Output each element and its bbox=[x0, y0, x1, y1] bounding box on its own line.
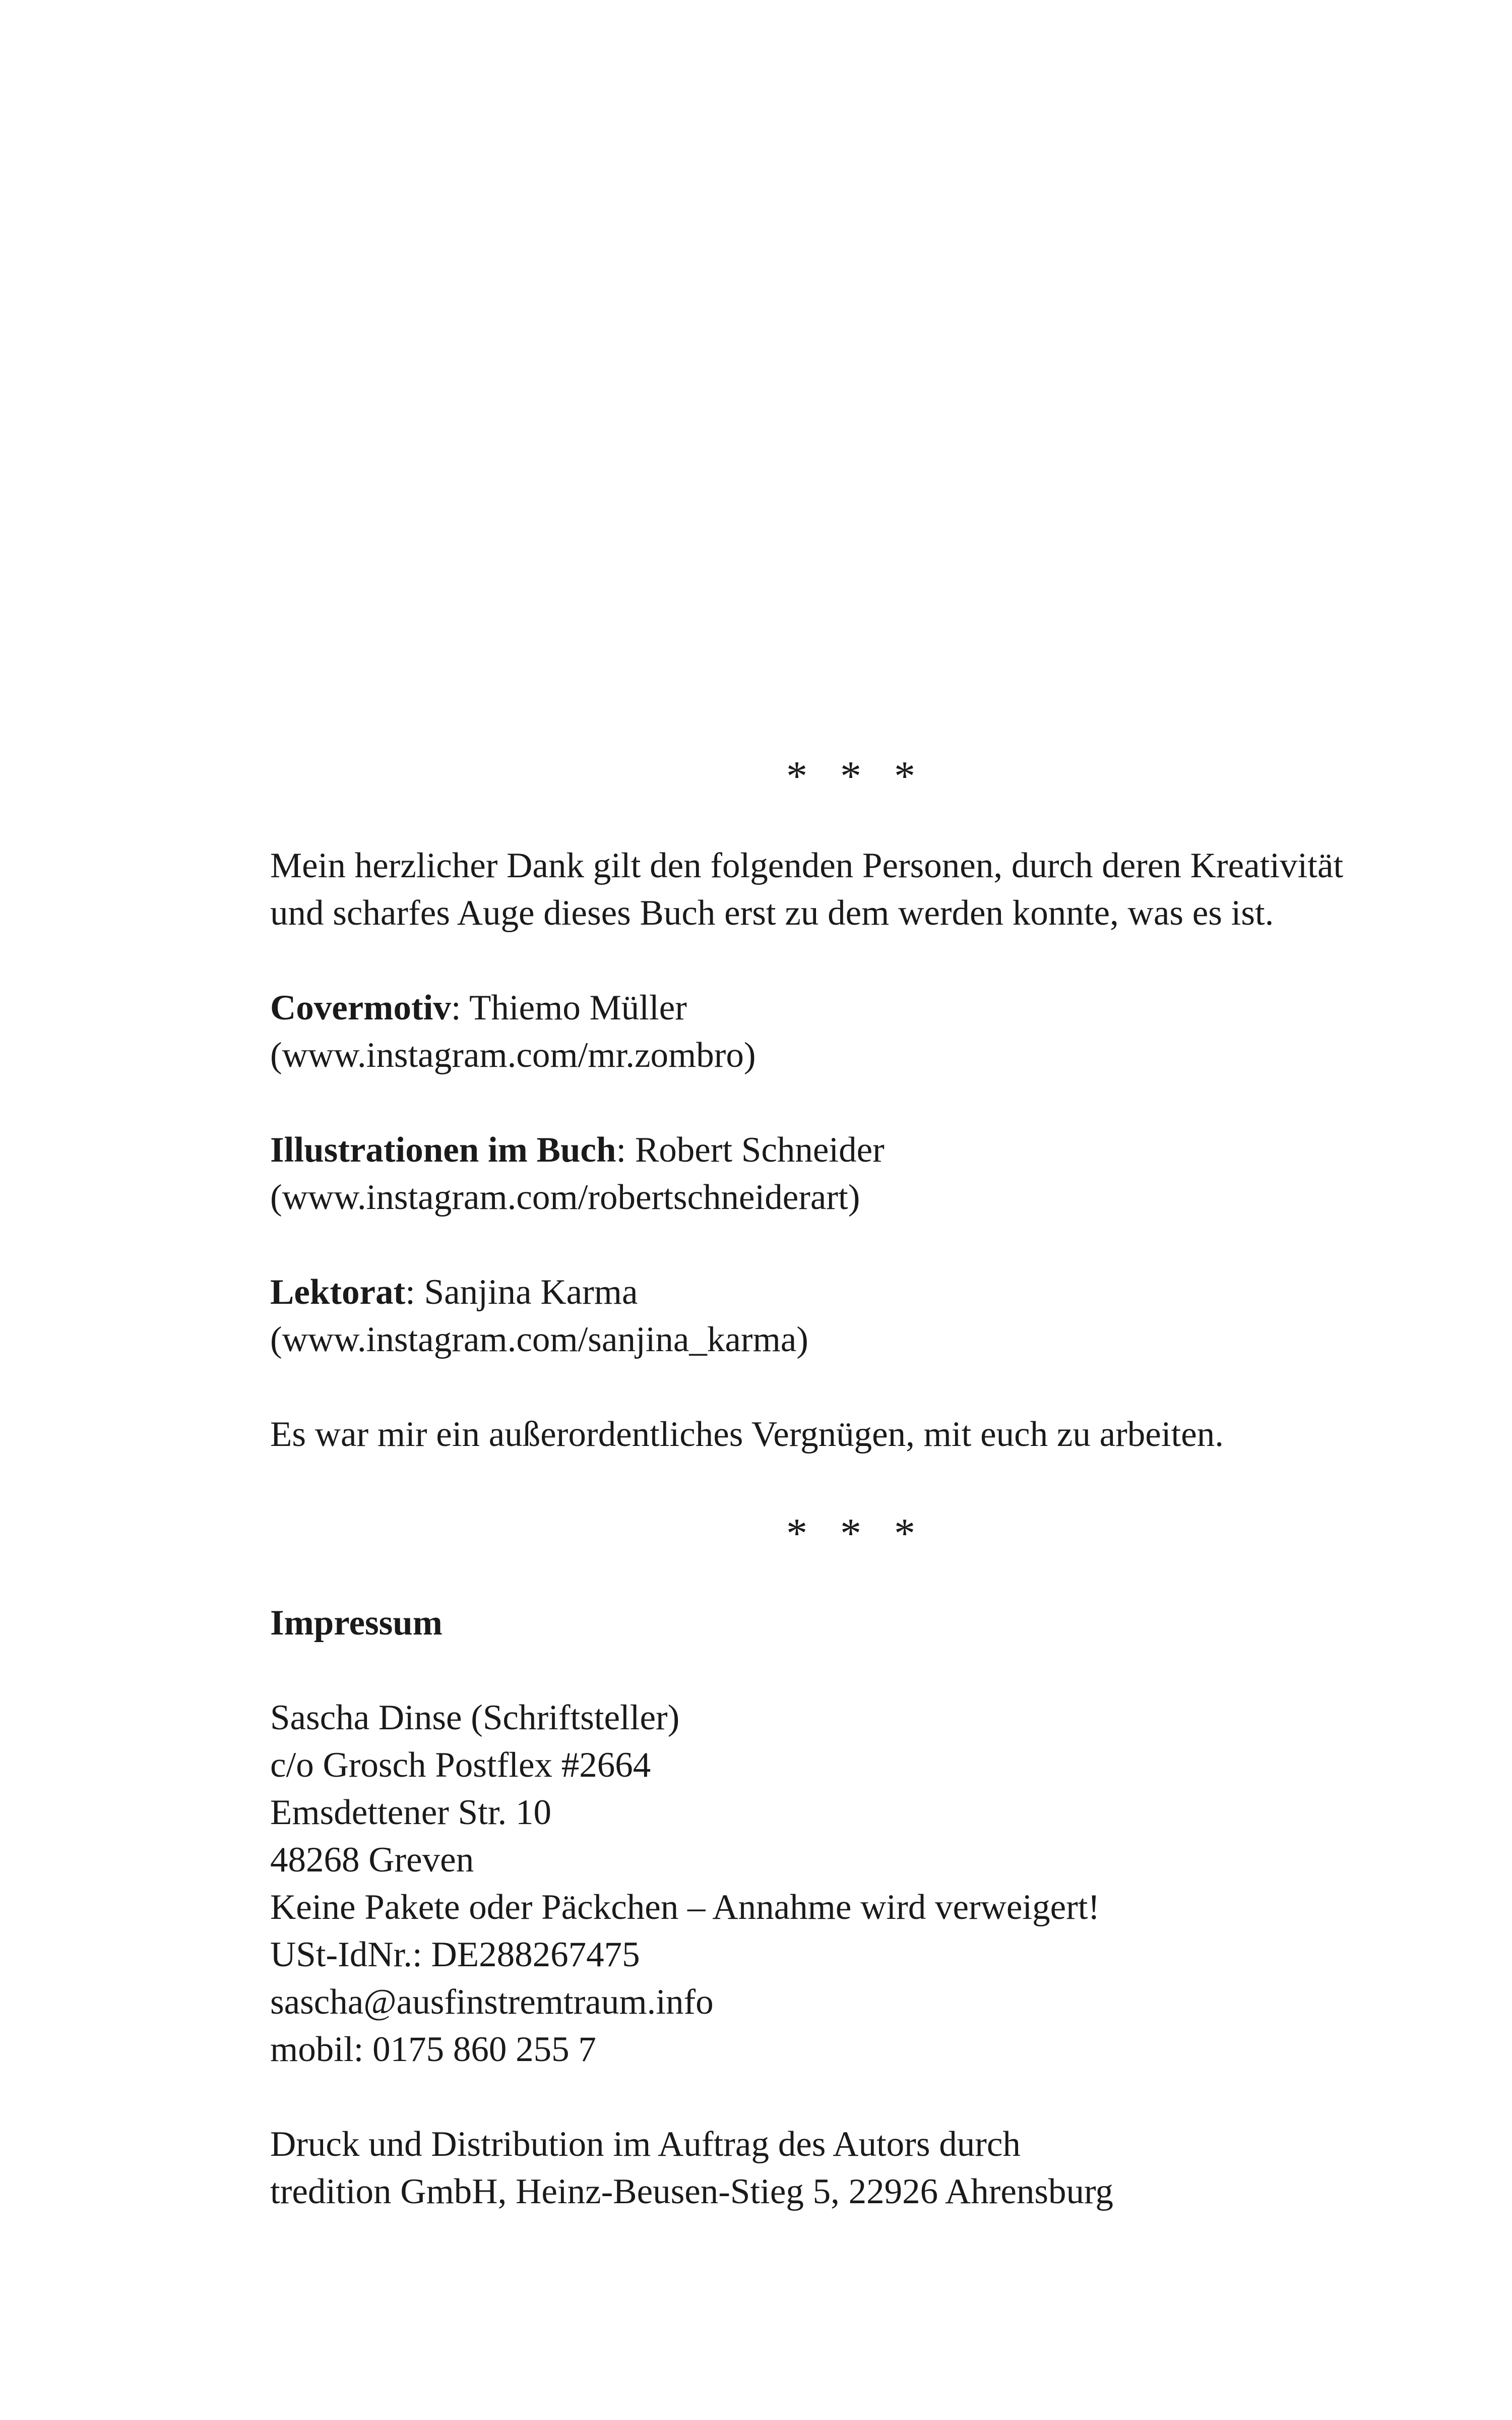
credit-editing bbox=[270, 1268, 638, 1316]
credit-role: Illustrationen im Buch bbox=[270, 1130, 616, 1170]
address-line: 48268 Greven bbox=[270, 1840, 474, 1880]
print-line-1: Druck und Distribution im Auftrag des Autors durch bbox=[270, 2125, 1021, 2164]
print-line-2: tredition GmbH, Heinz-Beusen-Stieg 5, 22926 Ahrensburg bbox=[270, 2172, 1113, 2211]
credit-name: : Sanjina Karma bbox=[405, 1273, 638, 1312]
thanks-intro-line-1: Mein herzlicher Dank gilt den folgenden Personen, durch deren Kreativität bbox=[270, 846, 1344, 885]
credit-name: : Robert Schneider bbox=[616, 1130, 885, 1170]
section-separator: * * * bbox=[786, 1510, 926, 1557]
thanks-intro-line-2: und scharfes Auge dieses Buch erst zu dem werden konnte, was es ist. bbox=[270, 893, 1274, 933]
email-line: sascha@ausfinstremtraum.info bbox=[270, 1982, 714, 2022]
address-line: Sascha Dinse (Schriftsteller) bbox=[270, 1698, 680, 1737]
credit-link: (www.instagram.com/mr.zombro) bbox=[270, 1036, 756, 1075]
section-separator: * * * bbox=[786, 753, 926, 800]
vat-id-line: USt-IdNr.: DE288267475 bbox=[270, 1935, 640, 1974]
credit-link: (www.instagram.com/robertschneiderart) bbox=[270, 1178, 860, 1217]
impressum-heading: Impressum bbox=[270, 1603, 443, 1643]
credit-cover bbox=[270, 984, 687, 1032]
thanks-closing: Es war mir ein außerordentliches Vergnügen, mit euch zu arbeiten. bbox=[270, 1415, 1224, 1454]
address-line: Keine Pakete oder Päckchen – Annahme wird verweigert! bbox=[270, 1888, 1100, 1927]
credit-role: Lektorat bbox=[270, 1273, 406, 1312]
credit-name: : Thiemo Müller bbox=[451, 988, 687, 1027]
credit-illustrations bbox=[270, 1126, 885, 1174]
address-line: c/o Grosch Postflex #2664 bbox=[270, 1745, 651, 1785]
phone-line: mobil: 0175 860 255 7 bbox=[270, 2030, 596, 2069]
address-line: Emsdettener Str. 10 bbox=[270, 1793, 552, 1832]
credit-role: Covermotiv bbox=[270, 988, 451, 1027]
credit-link: (www.instagram.com/sanjina_karma) bbox=[270, 1320, 808, 1359]
